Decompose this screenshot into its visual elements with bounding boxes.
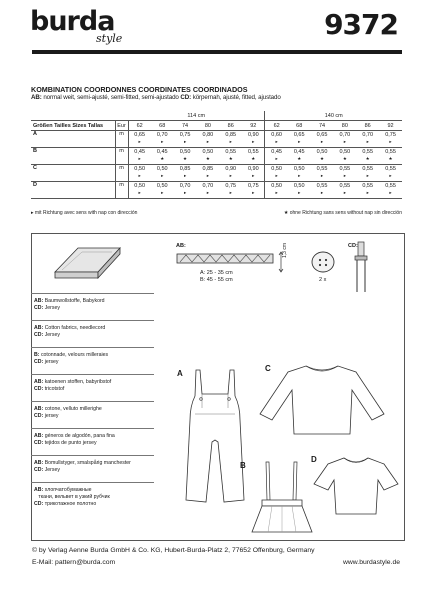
- size-cell: 80: [333, 121, 356, 131]
- yardage-cell: [128, 131, 151, 148]
- yardage-cell: [265, 165, 288, 182]
- fabric-text: tejidos de punto jersey: [44, 440, 97, 446]
- size-cell: 62: [265, 121, 288, 131]
- fabric-label: AB:: [34, 406, 44, 412]
- header-rule: [32, 50, 402, 54]
- fabric-text: ткани, вельвет в узкий рубчик: [38, 494, 110, 500]
- row-unit: m: [115, 165, 128, 182]
- nap-marker-icon: ▸: [389, 173, 392, 178]
- yardage-cell: [356, 131, 379, 148]
- divider: [31, 347, 154, 348]
- view-row-d: [31, 182, 402, 199]
- yardage-cell: [196, 131, 219, 148]
- yardage-value: 0,50: [134, 183, 146, 189]
- row-view-label: C: [31, 165, 115, 182]
- yardage-cell: [356, 165, 379, 182]
- pattern-subtitle: [31, 94, 281, 101]
- band-lengths: [200, 270, 233, 284]
- nap-marker-icon: ▸: [275, 156, 278, 161]
- fabric-text: cotonnade, velours milleraies: [40, 352, 109, 358]
- width-group-140: 140 cm: [265, 111, 402, 121]
- yardage-value: 0,55: [316, 183, 328, 189]
- nap-marker-icon: ▸: [275, 139, 278, 144]
- yardage-cell: [333, 165, 356, 182]
- yardage-value: 0,55: [316, 166, 328, 172]
- size-cell: 86: [219, 121, 242, 131]
- nap-marker-icon: ▸: [366, 173, 369, 178]
- waistband-elastic-icon: [176, 252, 276, 266]
- fabric-label: AB:: [34, 379, 44, 385]
- nap-marker-icon: ▸: [229, 173, 232, 178]
- size-cell: 68: [151, 121, 174, 131]
- divider: [31, 320, 154, 321]
- divider: [31, 455, 154, 456]
- nap-marker-icon: ▸: [389, 190, 392, 195]
- nap-marker-icon: ▸: [298, 173, 301, 178]
- yardage-cell: [128, 165, 151, 182]
- divider: [31, 428, 154, 429]
- fabric-label: AB:: [34, 460, 44, 466]
- nap-marker-icon: ▸: [343, 139, 346, 144]
- nap-marker-icon: ★: [183, 156, 188, 161]
- yardage-cell: [379, 131, 402, 148]
- fabric-label: AB:: [34, 487, 44, 493]
- yardage-value: 0,50: [202, 149, 214, 155]
- yardage-cell: [265, 182, 288, 199]
- fabric-suggestion-de: [34, 298, 105, 312]
- nap-marker-icon: ▸: [138, 173, 141, 178]
- yardage-value: 0,50: [156, 166, 168, 172]
- yardage-cell: [333, 148, 356, 165]
- yardage-value: 0,55: [385, 166, 396, 172]
- fabric-text: хлопчатобумажные: [44, 487, 92, 493]
- band-length-b: B: 45 - 55 cm: [200, 277, 233, 283]
- yardage-value: 0,65: [316, 132, 328, 138]
- yardage-value: 0,50: [134, 166, 146, 172]
- yardage-value: 0,90: [247, 132, 259, 138]
- fabric-text: Jersey: [44, 332, 60, 338]
- nap-marker-icon: ★: [388, 156, 393, 161]
- yardage-cell: [174, 182, 197, 199]
- fabric-label: CD:: [34, 467, 44, 473]
- view-row-a: [31, 131, 402, 148]
- yardage-cell: [288, 165, 311, 182]
- fabric-text: Baumwollstoffe, Babykord: [44, 298, 105, 304]
- legend-without-nap: ★ ohne Richtung sans sens without nap sin dirección: [283, 210, 402, 216]
- yardage-cell: [333, 182, 356, 199]
- divider: [31, 482, 154, 483]
- nap-marker-icon: ▸: [138, 139, 141, 144]
- yardage-value: 0,50: [271, 166, 282, 172]
- yardage-cell: [242, 148, 265, 165]
- view-b-label: B: [240, 461, 246, 470]
- legend-with-nap: ▸ mit Richtung avec sens with nap con dirección: [31, 210, 138, 216]
- nap-marker-icon: ▸: [366, 190, 369, 195]
- subtitle-ab-text: normal weit, semi-ajusté, semi-fitted, semi-ajustado: [41, 94, 181, 101]
- yardage-cell: [379, 182, 402, 199]
- nap-marker-icon: ▸: [183, 190, 187, 195]
- fabric-swatch-icon: [50, 242, 122, 286]
- nap-marker-icon: ▸: [343, 190, 346, 195]
- yardage-cell: [128, 182, 151, 199]
- row-view-label: D: [31, 182, 115, 199]
- nap-marker-icon: ▸: [343, 173, 346, 178]
- yardage-value: 0,70: [179, 183, 191, 189]
- nap-marker-icon: ★: [365, 156, 370, 161]
- fabric-text: Cotton fabrics, needlecord: [44, 325, 106, 331]
- fabric-label: CD:: [34, 413, 44, 419]
- fabric-text: Jersey: [44, 467, 60, 473]
- nap-marker-icon: ▸: [366, 139, 369, 144]
- yardage-cell: [219, 131, 242, 148]
- row-view-label: B: [31, 148, 115, 165]
- yardage-value: 0,55: [362, 149, 374, 155]
- yardage-cell: [242, 182, 265, 199]
- fabric-text: tricotstof: [44, 386, 65, 392]
- yardage-value: 0,85: [179, 166, 191, 172]
- subtitle-cd-label: CD:: [180, 94, 192, 101]
- fabric-requirement-table: [31, 111, 402, 199]
- yardage-cell: [174, 165, 197, 182]
- nap-marker-icon: ▸: [252, 139, 255, 144]
- yardage-cell: [196, 165, 219, 182]
- fabric-suggestion-en: [34, 325, 105, 339]
- fabric-label: CD:: [34, 501, 44, 507]
- size-cell: 74: [174, 121, 197, 131]
- nap-marker-icon: ▸: [161, 173, 164, 178]
- yardage-cell: [311, 131, 334, 148]
- width-group-114: 114 cm: [128, 111, 265, 121]
- subtitle-cd-text: körpernah, ajusté, fitted, ajustado: [191, 94, 281, 101]
- fabric-suggestion-sv: [34, 460, 131, 474]
- fabric-label: CD:: [34, 440, 44, 446]
- fabric-suggestion-es: [34, 433, 115, 447]
- yardage-value: 0,55: [385, 149, 396, 155]
- row-unit: m: [115, 148, 128, 165]
- fabric-label: B:: [34, 352, 40, 358]
- yardage-cell: [174, 131, 197, 148]
- button-icon: [310, 251, 338, 273]
- yardage-value: 0,45: [156, 149, 168, 155]
- row-unit: m: [115, 131, 128, 148]
- nap-marker-icon: ▸: [389, 139, 392, 144]
- yardage-value: 0,45: [293, 149, 305, 155]
- fabric-text: трикотажное полотно: [44, 501, 97, 507]
- fabric-label: CD:: [34, 386, 44, 392]
- yardage-value: 0,65: [293, 132, 305, 138]
- fabric-text: géneros de algodón, pana fina: [44, 433, 115, 439]
- pattern-number: 9372: [324, 8, 398, 41]
- yardage-cell: [288, 131, 311, 148]
- contact-email[interactable]: E-Mail: pattern@burda.com: [32, 559, 116, 566]
- nap-marker-icon: ★: [160, 156, 165, 161]
- yardage-cell: [151, 182, 174, 199]
- band-length-a: A: 25 - 35 cm: [200, 270, 233, 276]
- yardage-cell: [379, 165, 402, 182]
- yardage-value: 0,45: [134, 149, 146, 155]
- yardage-value: 0,80: [202, 132, 214, 138]
- brand-name: burda: [30, 6, 115, 37]
- yardage-cell: [242, 131, 265, 148]
- yardage-value: 0,75: [225, 183, 237, 189]
- yardage-cell: [288, 182, 311, 199]
- yardage-cell: [196, 182, 219, 199]
- yardage-value: 0,55: [339, 183, 351, 189]
- yardage-value: 0,90: [225, 166, 237, 172]
- size-cell: 80: [196, 121, 219, 131]
- size-cell: 86: [356, 121, 379, 131]
- size-header-label: Größen Tailles Sizes Tallas: [31, 121, 115, 131]
- yardage-value: 0,70: [362, 132, 374, 138]
- view-row-c: [31, 165, 402, 182]
- strap-skirt-illustration: [250, 460, 314, 536]
- size-header-row: [31, 121, 402, 131]
- nap-marker-icon: ▸: [161, 190, 164, 195]
- yardage-value: 0,75: [385, 132, 396, 138]
- nap-marker-icon: ★: [228, 156, 233, 161]
- yardage-cell: [242, 165, 265, 182]
- divider: [31, 401, 154, 402]
- size-cell: 68: [288, 121, 311, 131]
- nap-marker-icon: ★: [251, 156, 256, 161]
- nap-marker-icon: ★: [297, 156, 302, 161]
- yardage-value: 0,55: [385, 183, 396, 189]
- row-unit: m: [115, 182, 128, 199]
- yardage-cell: [151, 148, 174, 165]
- nap-marker-icon: ▸: [320, 173, 324, 178]
- fabric-suggestion-nl: [34, 379, 111, 393]
- fabric-text: jersey: [44, 359, 59, 365]
- size-cell: 92: [242, 121, 265, 131]
- notions-ab-label: AB:: [176, 243, 186, 249]
- yardage-value: 0,50: [293, 183, 305, 189]
- yardage-cell: [174, 148, 197, 165]
- overalls-illustration: [182, 368, 252, 508]
- yardage-cell: [288, 148, 311, 165]
- yardage-value: 0,65: [134, 132, 146, 138]
- unit-header: Eur: [115, 121, 128, 131]
- yardage-value: 0,45: [271, 149, 282, 155]
- yardage-cell: [128, 148, 151, 165]
- pattern-title: KOMBINATION COORDONNES COORDINATES COORDINADOS: [31, 85, 248, 94]
- nap-marker-icon: ▸: [275, 190, 278, 195]
- nap-marker-icon: ★: [342, 156, 347, 161]
- band-height: 1,3 cm: [282, 242, 288, 258]
- nap-marker-icon: ▸: [206, 173, 210, 178]
- fabric-label: AB:: [34, 325, 44, 331]
- yardage-cell: [219, 182, 242, 199]
- fabric-label: CD:: [34, 305, 44, 311]
- yardage-value: 0,55: [339, 166, 351, 172]
- nap-marker-icon: ▸: [161, 139, 164, 144]
- fabric-text: jersey: [44, 413, 59, 419]
- brand-sub: style: [96, 32, 123, 45]
- yardage-cell: [265, 131, 288, 148]
- fabric-label: CD:: [34, 359, 44, 365]
- subtitle-ab-label: AB:: [31, 94, 42, 101]
- long-sleeve-top-illustration: [258, 362, 388, 438]
- fabric-text: katoenen stoffen, babyribstof: [44, 379, 112, 385]
- yardage-value: 0,55: [362, 166, 374, 172]
- yardage-value: 0,70: [156, 132, 168, 138]
- divider: [31, 374, 154, 375]
- yardage-value: 0,55: [362, 183, 374, 189]
- yardage-value: 0,85: [225, 132, 237, 138]
- copyright: © by Verlag Aenne Burda GmbH & Co. KG, Hubert-Burda-Platz 2, 77652 Offenburg, Germany: [32, 547, 315, 554]
- fabric-suggestion-fr: [34, 352, 108, 366]
- yardage-cell: [219, 165, 242, 182]
- nap-marker-icon: ▸: [138, 156, 141, 161]
- nap-marker-icon: ▸: [320, 190, 324, 195]
- yardage-cell: [311, 165, 334, 182]
- nap-marker-icon: ▸: [138, 190, 141, 195]
- nap-marker-icon: ▸: [229, 139, 232, 144]
- nap-marker-icon: ★: [320, 156, 325, 161]
- fabric-label: AB:: [34, 298, 44, 304]
- view-d-label: D: [311, 455, 317, 464]
- nap-marker-icon: ▸: [229, 190, 232, 195]
- fabric-text: Jersey: [44, 305, 60, 311]
- yardage-cell: [265, 148, 288, 165]
- yardage-value: 0,50: [271, 183, 282, 189]
- yardage-value: 0,50: [156, 183, 168, 189]
- yardage-cell: [151, 131, 174, 148]
- nap-marker-icon: ▸: [206, 139, 210, 144]
- yardage-cell: [356, 182, 379, 199]
- size-cell: 74: [311, 121, 334, 131]
- size-cell: 92: [379, 121, 402, 131]
- yardage-value: 0,50: [339, 149, 351, 155]
- nap-marker-icon: ▸: [298, 190, 301, 195]
- fabric-suggestion-ru: [34, 487, 110, 508]
- yardage-value: 0,55: [225, 149, 237, 155]
- yardage-cell: [311, 182, 334, 199]
- nap-marker-icon: ★: [205, 156, 210, 161]
- notions-cd-label: CD:: [348, 243, 358, 249]
- yardage-value: 0,50: [179, 149, 191, 155]
- nap-marker-icon: ▸: [252, 190, 255, 195]
- fabric-text: cotone, velluto millerighe: [44, 406, 102, 412]
- short-sleeve-top-illustration: [312, 454, 402, 518]
- yardage-value: 0,75: [247, 183, 259, 189]
- nap-marker-icon: ▸: [320, 139, 324, 144]
- nap-marker-icon: ▸: [252, 173, 255, 178]
- fabric-label: AB:: [34, 433, 44, 439]
- nap-marker-icon: ▸: [183, 139, 187, 144]
- yardage-value: 0,85: [202, 166, 214, 172]
- row-view-label: A: [31, 131, 115, 148]
- fabric-label: CD:: [34, 332, 44, 338]
- burda-style-logo: [30, 6, 123, 45]
- fabric-text: Bomullstyger, smalspårig manchester: [44, 460, 131, 466]
- nap-marker-icon: ▸: [206, 190, 210, 195]
- view-c-label: C: [265, 364, 271, 373]
- view-a-label: A: [177, 369, 183, 378]
- yardage-cell: [379, 148, 402, 165]
- yardage-cell: [333, 131, 356, 148]
- nap-marker-icon: ▸: [298, 139, 301, 144]
- button-quantity: 2 x: [319, 277, 327, 283]
- nap-marker-icon: ▸: [275, 173, 278, 178]
- yardage-value: 0,50: [316, 149, 328, 155]
- yardage-cell: [219, 148, 242, 165]
- fabric-suggestion-it: [34, 406, 102, 420]
- yardage-cell: [151, 165, 174, 182]
- yardage-value: 0,55: [247, 149, 259, 155]
- yardage-value: 0,60: [271, 132, 282, 138]
- divider: [31, 293, 154, 294]
- nap-marker-icon: ▸: [183, 173, 187, 178]
- yardage-cell: [196, 148, 219, 165]
- website-link[interactable]: www.burdastyle.de: [342, 559, 400, 566]
- yardage-value: 0,70: [339, 132, 351, 138]
- twin-needle-icon: [350, 240, 372, 296]
- yardage-value: 0,75: [179, 132, 191, 138]
- yardage-value: 0,50: [293, 166, 305, 172]
- yardage-value: 0,70: [202, 183, 214, 189]
- size-cell: 62: [128, 121, 151, 131]
- view-row-b: [31, 148, 402, 165]
- yardage-cell: [356, 148, 379, 165]
- yardage-cell: [311, 148, 334, 165]
- yardage-value: 0,90: [247, 166, 259, 172]
